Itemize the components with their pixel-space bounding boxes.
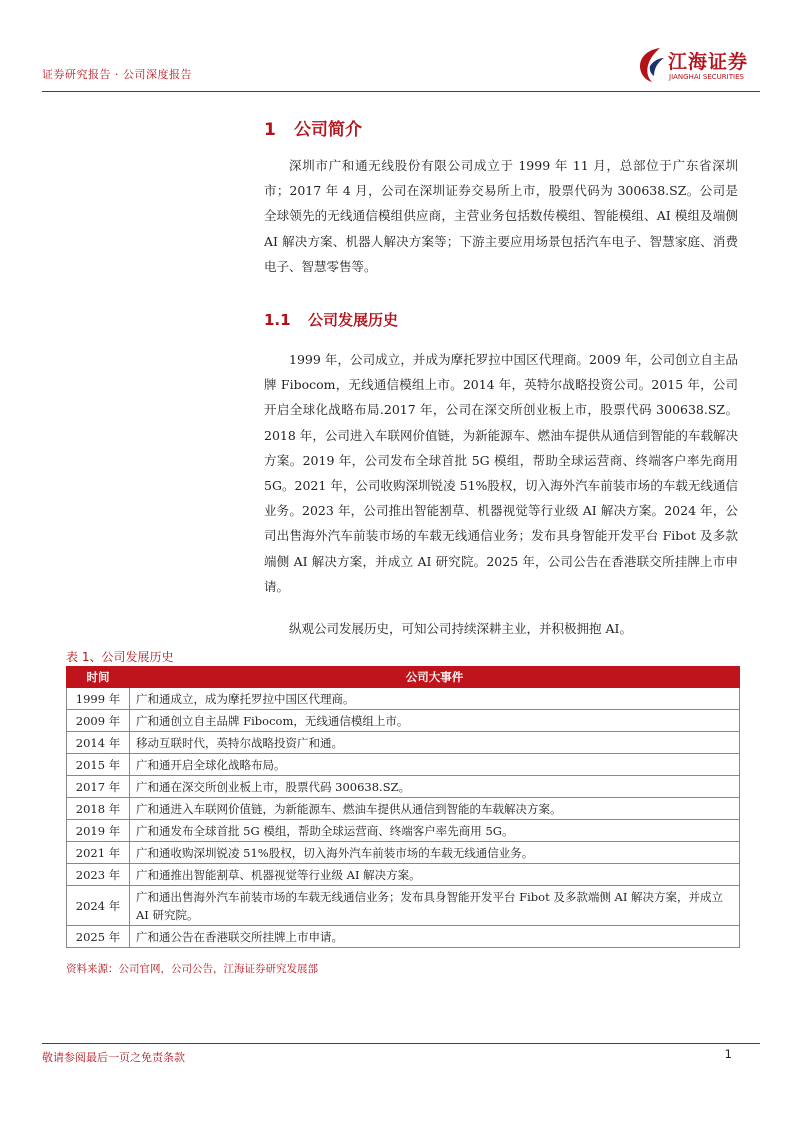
subsection-title: 公司发展历史 — [308, 311, 399, 329]
row-year: 2023 年 — [67, 864, 130, 886]
row-year: 2024 年 — [67, 886, 130, 926]
table-row — [67, 710, 740, 732]
row-year: 2021 年 — [67, 842, 130, 864]
row-event: 广和通出售海外汽车前装市场的车载无线通信业务；发布具身智能开发平台 Fibot 及多款端侧 AI 解决方案，并成立 AI 研究院。 — [130, 886, 740, 926]
table-caption: 表 1、公司发展历史 — [66, 650, 174, 664]
section-title: 公司简介 — [294, 120, 362, 140]
row-year: 2025 年 — [67, 926, 130, 948]
company-intro-paragraph: 深圳市广和通无线股份有限公司成立于 1999 年 11 月，总部位于广东省深圳市；2017 年 4 月，公司在深圳证券交易所上市，股票代码为 300638.SZ。公司是全球领先的无线通信模组供应商，主营业务包括数传模组、智能模组、AI 模组及端侧 AI 解决方案、机器人解决方案等；下游主要应用场景包括汽车电子、智慧家庭、消费电子、智慧零售等。 — [264, 158, 738, 274]
row-event: 广和通进入车联网价值链，为新能源车、燃油车提供从通信到智能的车载解决方案。 — [130, 798, 740, 820]
table-row — [67, 820, 740, 842]
table-row — [67, 886, 740, 926]
row-year: 2014 年 — [67, 732, 130, 754]
table-row — [67, 864, 740, 886]
row-event: 广和通在深交所创业板上市，股票代码 300638.SZ。 — [130, 776, 740, 798]
report-type-header: 证券研究报告 · 公司深度报告 — [42, 68, 192, 81]
section-heading-1 — [264, 115, 362, 140]
row-year: 2019 年 — [67, 820, 130, 842]
table-row — [67, 776, 740, 798]
row-year: 1999 年 — [67, 688, 130, 710]
row-event: 移动互联时代，英特尔战略投资广和通。 — [130, 732, 740, 754]
table-row — [67, 688, 740, 710]
logo-name: 江海证券 — [668, 51, 749, 73]
table-source-note: 资料来源：公司官网，公司公告，江海证券研究发展部 — [66, 963, 318, 975]
table-header-row — [67, 667, 740, 688]
table-row — [67, 798, 740, 820]
logo-swoosh-icon — [634, 44, 666, 84]
history-summary-paragraph: 纵观公司发展历史，可知公司持续深耕主业，并积极拥抱 AI。 — [289, 621, 632, 636]
table-row — [67, 842, 740, 864]
row-year: 2017 年 — [67, 776, 130, 798]
footer-disclaimer-link[interactable]: 敬请参阅最后一页之免责条款 — [42, 1051, 185, 1064]
footer-divider — [42, 1043, 760, 1044]
row-event: 广和通收购深圳锐凌 51%股权，切入海外汽车前装市场的车载无线通信业务。 — [130, 842, 740, 864]
row-event: 广和通开启全球化战略布局。 — [130, 754, 740, 776]
table-row — [67, 926, 740, 948]
section-number: 1 — [264, 120, 276, 140]
table-row — [67, 754, 740, 776]
company-logo — [634, 44, 758, 88]
row-event: 广和通创立自主品牌 Fibocom，无线通信模组上市。 — [130, 710, 740, 732]
row-event: 广和通发布全球首批 5G 模组，帮助全球运营商、终端客户率先商用 5G。 — [130, 820, 740, 842]
row-event: 广和通成立，成为摩托罗拉中国区代理商。 — [130, 688, 740, 710]
row-year: 2018 年 — [67, 798, 130, 820]
row-event: 广和通公告在香港联交所挂牌上市申请。 — [130, 926, 740, 948]
history-paragraph: 1999 年，公司成立，并成为摩托罗拉中国区代理商。2009 年，公司创立自主品牌 Fibocom，无线通信模组上市。2014 年，英特尔战略投资公司。2015 年，公司开启全球化战略布局.2017 年，公司在深交所创业板上市，股票代码 300638.SZ。2018 年，公司进入车联网价值链，为新能源车、燃油车提供从通信到智能的车载解决方案。2019 年，公司发布全球首批 5G 模组，帮助全球运营商、终端客户率先商用 5G。2021 年，公司收购深圳锐凌 51%股权，切入海外汽车前装市场的车载无线通信业务。2023 年，公司推出智能割草、机器视觉等行业级 AI 解决方案。2024 年，公司出售海外汽车前装市场的车载无线通信业务；发布具身智能开发平台 Fibot 及多款端侧 AI 解决方案，并成立 AI 研究院。2025 年，公司公告在香港联交所挂牌上市申请。 — [264, 352, 738, 594]
table-row — [67, 732, 740, 754]
company-events-table — [66, 666, 740, 948]
row-year: 2009 年 — [67, 710, 130, 732]
logo-english-name: JIANGHAI SECURITIES — [669, 73, 744, 81]
subsection-number: 1.1 — [264, 311, 291, 329]
header-time: 时间 — [67, 667, 130, 688]
row-event: 广和通推出智能割草、机器视觉等行业级 AI 解决方案。 — [130, 864, 740, 886]
header-divider — [42, 91, 760, 92]
row-year: 2015 年 — [67, 754, 130, 776]
page-number: 1 — [724, 1047, 732, 1061]
header-event: 公司大事件 — [130, 667, 740, 688]
section-heading-1-1 — [264, 309, 398, 330]
